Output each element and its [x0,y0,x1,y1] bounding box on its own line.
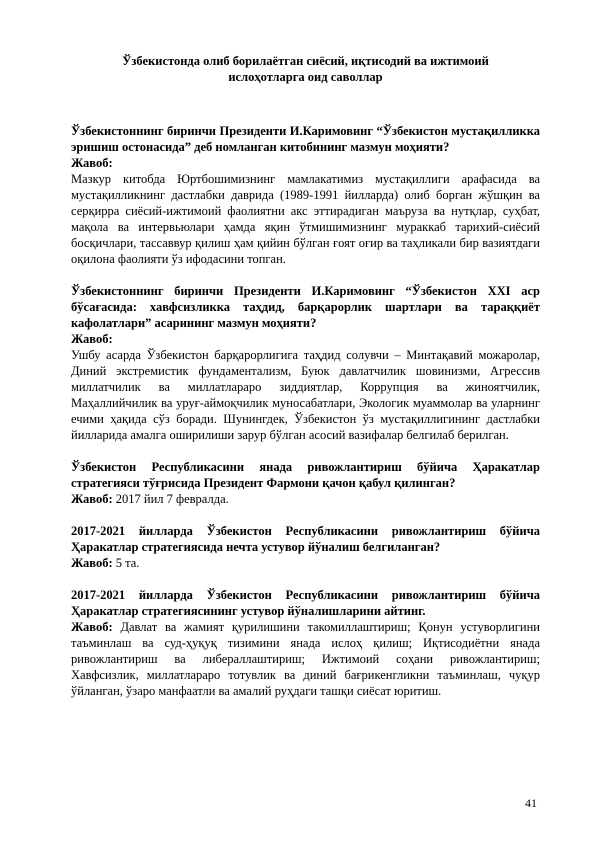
qa-item-1 [71,123,540,267]
page-number: 41 [525,796,537,810]
answer-label: Жавоб: [71,332,113,346]
answer-label-line [71,331,540,347]
answer-label: Жавоб: [71,620,113,634]
qa-item-3 [71,459,540,507]
qa-item-5 [71,587,540,699]
question-text: 2017-2021 йилларда Ўзбекистон Республикасини ривожлантириш бўйича Ҳаракатлар стратегиясида нечта устувор йўналиш белгиланган? [71,524,540,554]
answer-text: 5 та. [115,556,140,570]
question-text: 2017-2021 йилларда Ўзбекистон Республикасини ривожлантириш бўйича Ҳаракатлар стратегиясининг устувор йўналишларини айтинг. [71,588,540,618]
answer-label: Жавоб: [71,156,113,170]
qa-item-2 [71,283,540,443]
title-line-2: ислоҳотларга оид саволлар [228,70,383,84]
answer-text: Давлат ва жамият қурилишини такомиллаштириш; Қонун устуворлигини таъминлаш ва суд-ҳуқуқ тизимини янада ислоҳ қилиш; Иқтисодиётни янада ривожлантириш ва либераллаштириш; Ижтимоий соҳани ривожлантириш; Хавфсизлик, миллатлараро тотувлик ва диний бағрикенгликни таъминлаш, чуқур ўйланган, ўзаро манфаатли ва амалий руҳдаги ташқи сиёсат юритиш. [71,620,540,698]
question-text: Ўзбекистоннинг биринчи Президенти И.Каримовинг “Ўзбекистон ХХI аср бўсағасида: хавфсизликка таҳдид, барқарорлик шартлари ва тараққиёт кафолатлари” асарининг мазмун моҳияти? [71,284,540,330]
answer-text: 2017 йил 7 февралда. [115,492,229,506]
qa-item-4 [71,523,540,571]
answer-text: Ушбу асарда Ўзбекистон барқарорлигига таҳдид солувчи – Минтақавий можаролар, Диний экстремистик фундаментализм, Буюк давлатчилик шовинизми, Агрессив миллатчилик ва миллатлараро зиддиятлар, Коррупция ва жиноятчилик, Маҳаллийчилик ва уруғ-аймоқчилик муносабатлари, Экологик муаммолар ва уларнинг ечими ҳақида сўз боради. Шунингдек, Ўзбекистон ўз мустақиллигининг дастлабки йилларида амалга оширилиши зарур бўлган асосий вазифалар белгилаб берилган. [71,348,540,442]
answer-text: Мазкур китобда Юртбошимизнинг мамлакатимиз мустақиллиги арафасида ва мустақилликнинг дастлабки даврида (1989-1991 йилларда) олиб борган жўшқин ва серқирра сиёсий-ижтимоий фаолиятни акс эттирадиган маъруза ва нутқлар, суҳбат, мақола ва интервьюлари ҳамда яқин ўтмишимизнинг мураккаб тарихий-сиёсий босқичлари, тассаввур қилиш ҳам қийин бўлган ғоят оғир ва таҳликали бир вазиятдаги оқилона фаолияти ўз ифодасини топган. [71,172,540,266]
answer-line [71,491,540,507]
title-line-1: Ўзбекистонда олиб борилаётган сиёсий, иқтисодий ва ижтимоий [122,54,489,68]
answer-label: Жавоб: [71,492,113,506]
document-page [71,53,540,699]
question-text: Ўзбекистон Республикасини янада ривожлантириш бўйича Ҳаракатлар стратегияси тўғрисида Президент Фармони қачон қабул қилинган? [71,460,540,490]
document-title [71,53,540,85]
answer-label-line [71,155,540,171]
answer-line [71,555,540,571]
question-text: Ўзбекистоннинг биринчи Президенти И.Каримовинг “Ўзбекистон мустақилликка эришиш остонасида” деб номланган китобининг мазмун моҳияти? [71,124,540,154]
answer-label: Жавоб: [71,556,113,570]
answer-line [71,619,540,699]
